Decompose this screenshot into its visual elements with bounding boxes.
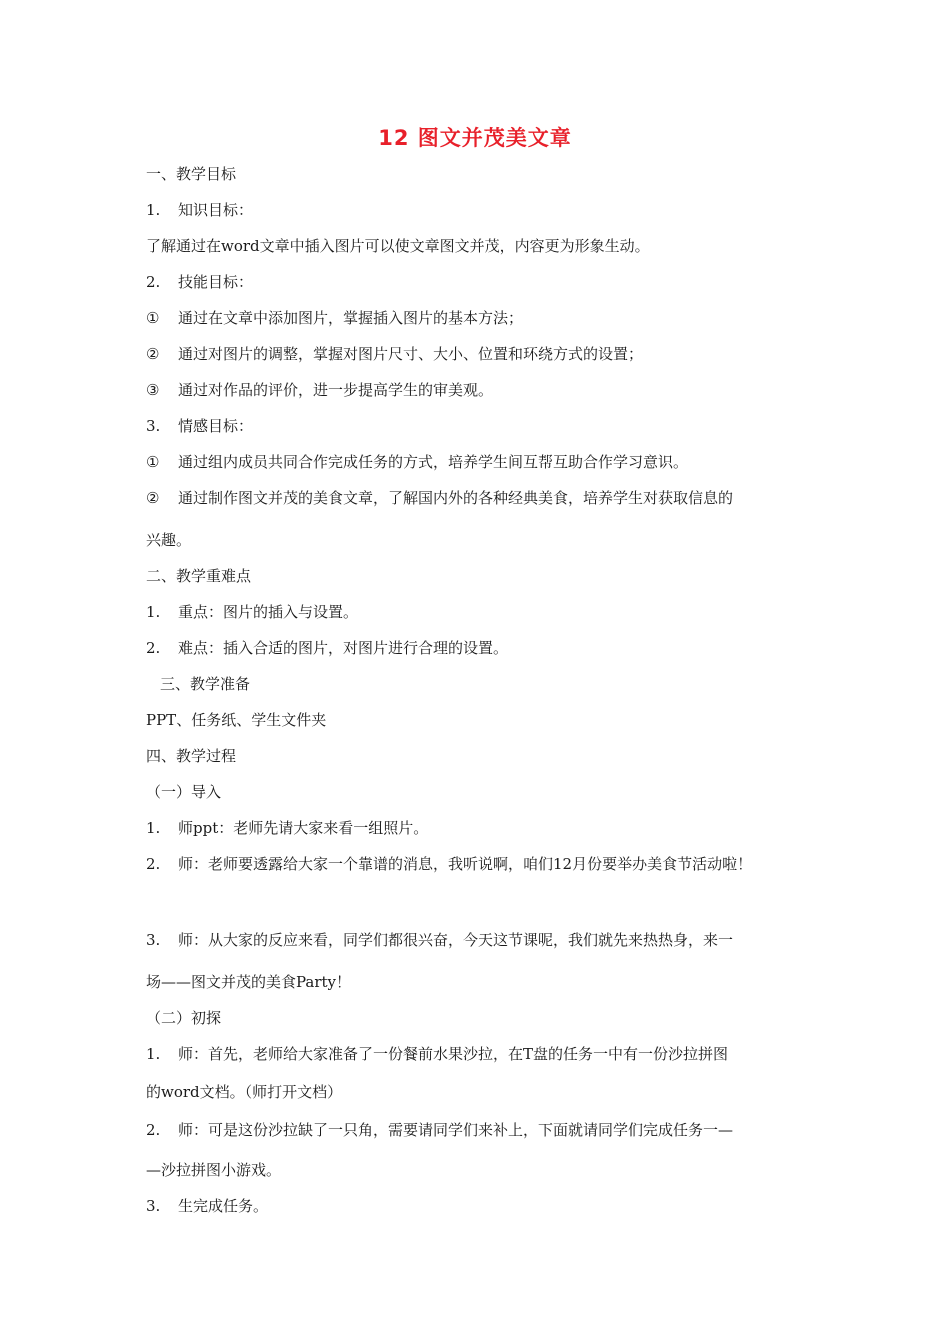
list-marker: ① — [146, 309, 160, 327]
paragraph-line — [146, 488, 733, 508]
line-text: （一）导入 — [146, 783, 222, 801]
paragraph-line — [146, 236, 650, 256]
line-text: 通过在文章中添加图片，掌握插入图片的基本方法； — [178, 309, 524, 327]
line-text: 知识目标： — [178, 201, 254, 219]
line-text: 难点：插入合适的图片，对图片进行合理的设置。 — [178, 639, 509, 657]
paragraph-line — [146, 380, 493, 400]
list-marker: 2. — [146, 273, 161, 291]
list-marker: 3. — [146, 417, 161, 435]
paragraph-line — [146, 638, 508, 658]
paragraph-line — [146, 1082, 342, 1102]
paragraph-line — [146, 1196, 268, 1216]
line-text: 重点：图片的插入与设置。 — [178, 603, 359, 621]
line-text: 技能目标： — [178, 273, 254, 291]
list-marker: 3. — [146, 1197, 161, 1215]
paragraph-line — [146, 566, 251, 586]
line-text: 通过组内成员共同合作完成任务的方式，培养学生间互帮互助合作学习意识。 — [178, 453, 689, 471]
paragraph-line — [146, 854, 752, 874]
paragraph-line — [146, 416, 253, 436]
paragraph-line — [146, 272, 253, 292]
line-text: 场——图文并茂的美食Party！ — [146, 973, 352, 991]
line-text: 二、教学重难点 — [146, 567, 252, 585]
paragraph-line — [146, 782, 221, 802]
paragraph-line — [146, 164, 236, 184]
line-text: 情感目标： — [178, 417, 254, 435]
paragraph-line — [146, 530, 191, 550]
paragraph-line — [146, 710, 326, 730]
list-marker: 1. — [146, 819, 161, 837]
line-text: 师：可是这份沙拉缺了一只角，需要请同学们来补上，下面就请同学们完成任务一— — [178, 1121, 734, 1139]
line-text: 的word文档。（师打开文档） — [146, 1083, 343, 1101]
paragraph-line — [146, 1160, 281, 1180]
list-marker: 2. — [146, 639, 161, 657]
line-text: 三、教学准备 — [160, 675, 251, 693]
paragraph-line — [146, 1120, 733, 1140]
line-text: （二）初探 — [146, 1009, 222, 1027]
paragraph-line — [146, 746, 236, 766]
line-text: —沙拉拼图小游戏。 — [146, 1161, 282, 1179]
list-marker: 2. — [146, 855, 161, 873]
paragraph-line — [146, 1008, 221, 1028]
list-marker: 3. — [146, 931, 161, 949]
list-marker: 1. — [146, 201, 161, 219]
line-text: 了解通过在word文章中插入图片可以使文章图文并茂，内容更为形象生动。 — [146, 237, 650, 255]
line-text: 师：首先，老师给大家准备了一份餐前水果沙拉，在T盘的任务一中有一份沙拉拼图 — [178, 1045, 729, 1063]
line-text: 四、教学过程 — [146, 747, 237, 765]
line-text: 一、教学目标 — [146, 165, 237, 183]
list-marker: 2. — [146, 1121, 161, 1139]
line-text: 通过对图片的调整，掌握对图片尺寸、大小、位置和环绕方式的设置； — [178, 345, 644, 363]
paragraph-line — [146, 602, 358, 622]
line-text: 通过制作图文并茂的美食文章，了解国内外的各种经典美食，培养学生对获取信息的 — [178, 489, 734, 507]
line-text: 通过对作品的评价，进一步提高学生的审美观。 — [178, 381, 494, 399]
paragraph-line — [146, 200, 253, 220]
paragraph-line — [146, 972, 351, 992]
list-marker: 1. — [146, 1045, 161, 1063]
line-text: 师ppt：老师先请大家来看一组照片。 — [178, 819, 429, 837]
list-marker: 1. — [146, 603, 161, 621]
list-marker: ③ — [146, 381, 160, 399]
line-text: 师：从大家的反应来看，同学们都很兴奋，今天这节课呢，我们就先来热热身，来一 — [178, 931, 734, 949]
paragraph-line — [146, 818, 428, 838]
paragraph-line — [146, 344, 643, 364]
paragraph-line — [146, 452, 688, 472]
list-marker: ② — [146, 345, 160, 363]
line-text: 兴趣。 — [146, 531, 192, 549]
line-text: 师：老师要透露给大家一个靠谱的消息，我听说啊，咱们12月份要举办美食节活动啦！ — [178, 855, 753, 873]
document-title: 12 图文并茂美文章 — [378, 126, 572, 150]
paragraph-line — [160, 674, 250, 694]
line-text: PPT、任务纸、学生文件夹 — [146, 711, 327, 729]
line-text: 生完成任务。 — [178, 1197, 269, 1215]
list-marker: ① — [146, 453, 160, 471]
paragraph-line — [146, 1044, 728, 1064]
list-marker: ② — [146, 489, 160, 507]
paragraph-line — [146, 308, 523, 328]
paragraph-line — [146, 930, 733, 950]
